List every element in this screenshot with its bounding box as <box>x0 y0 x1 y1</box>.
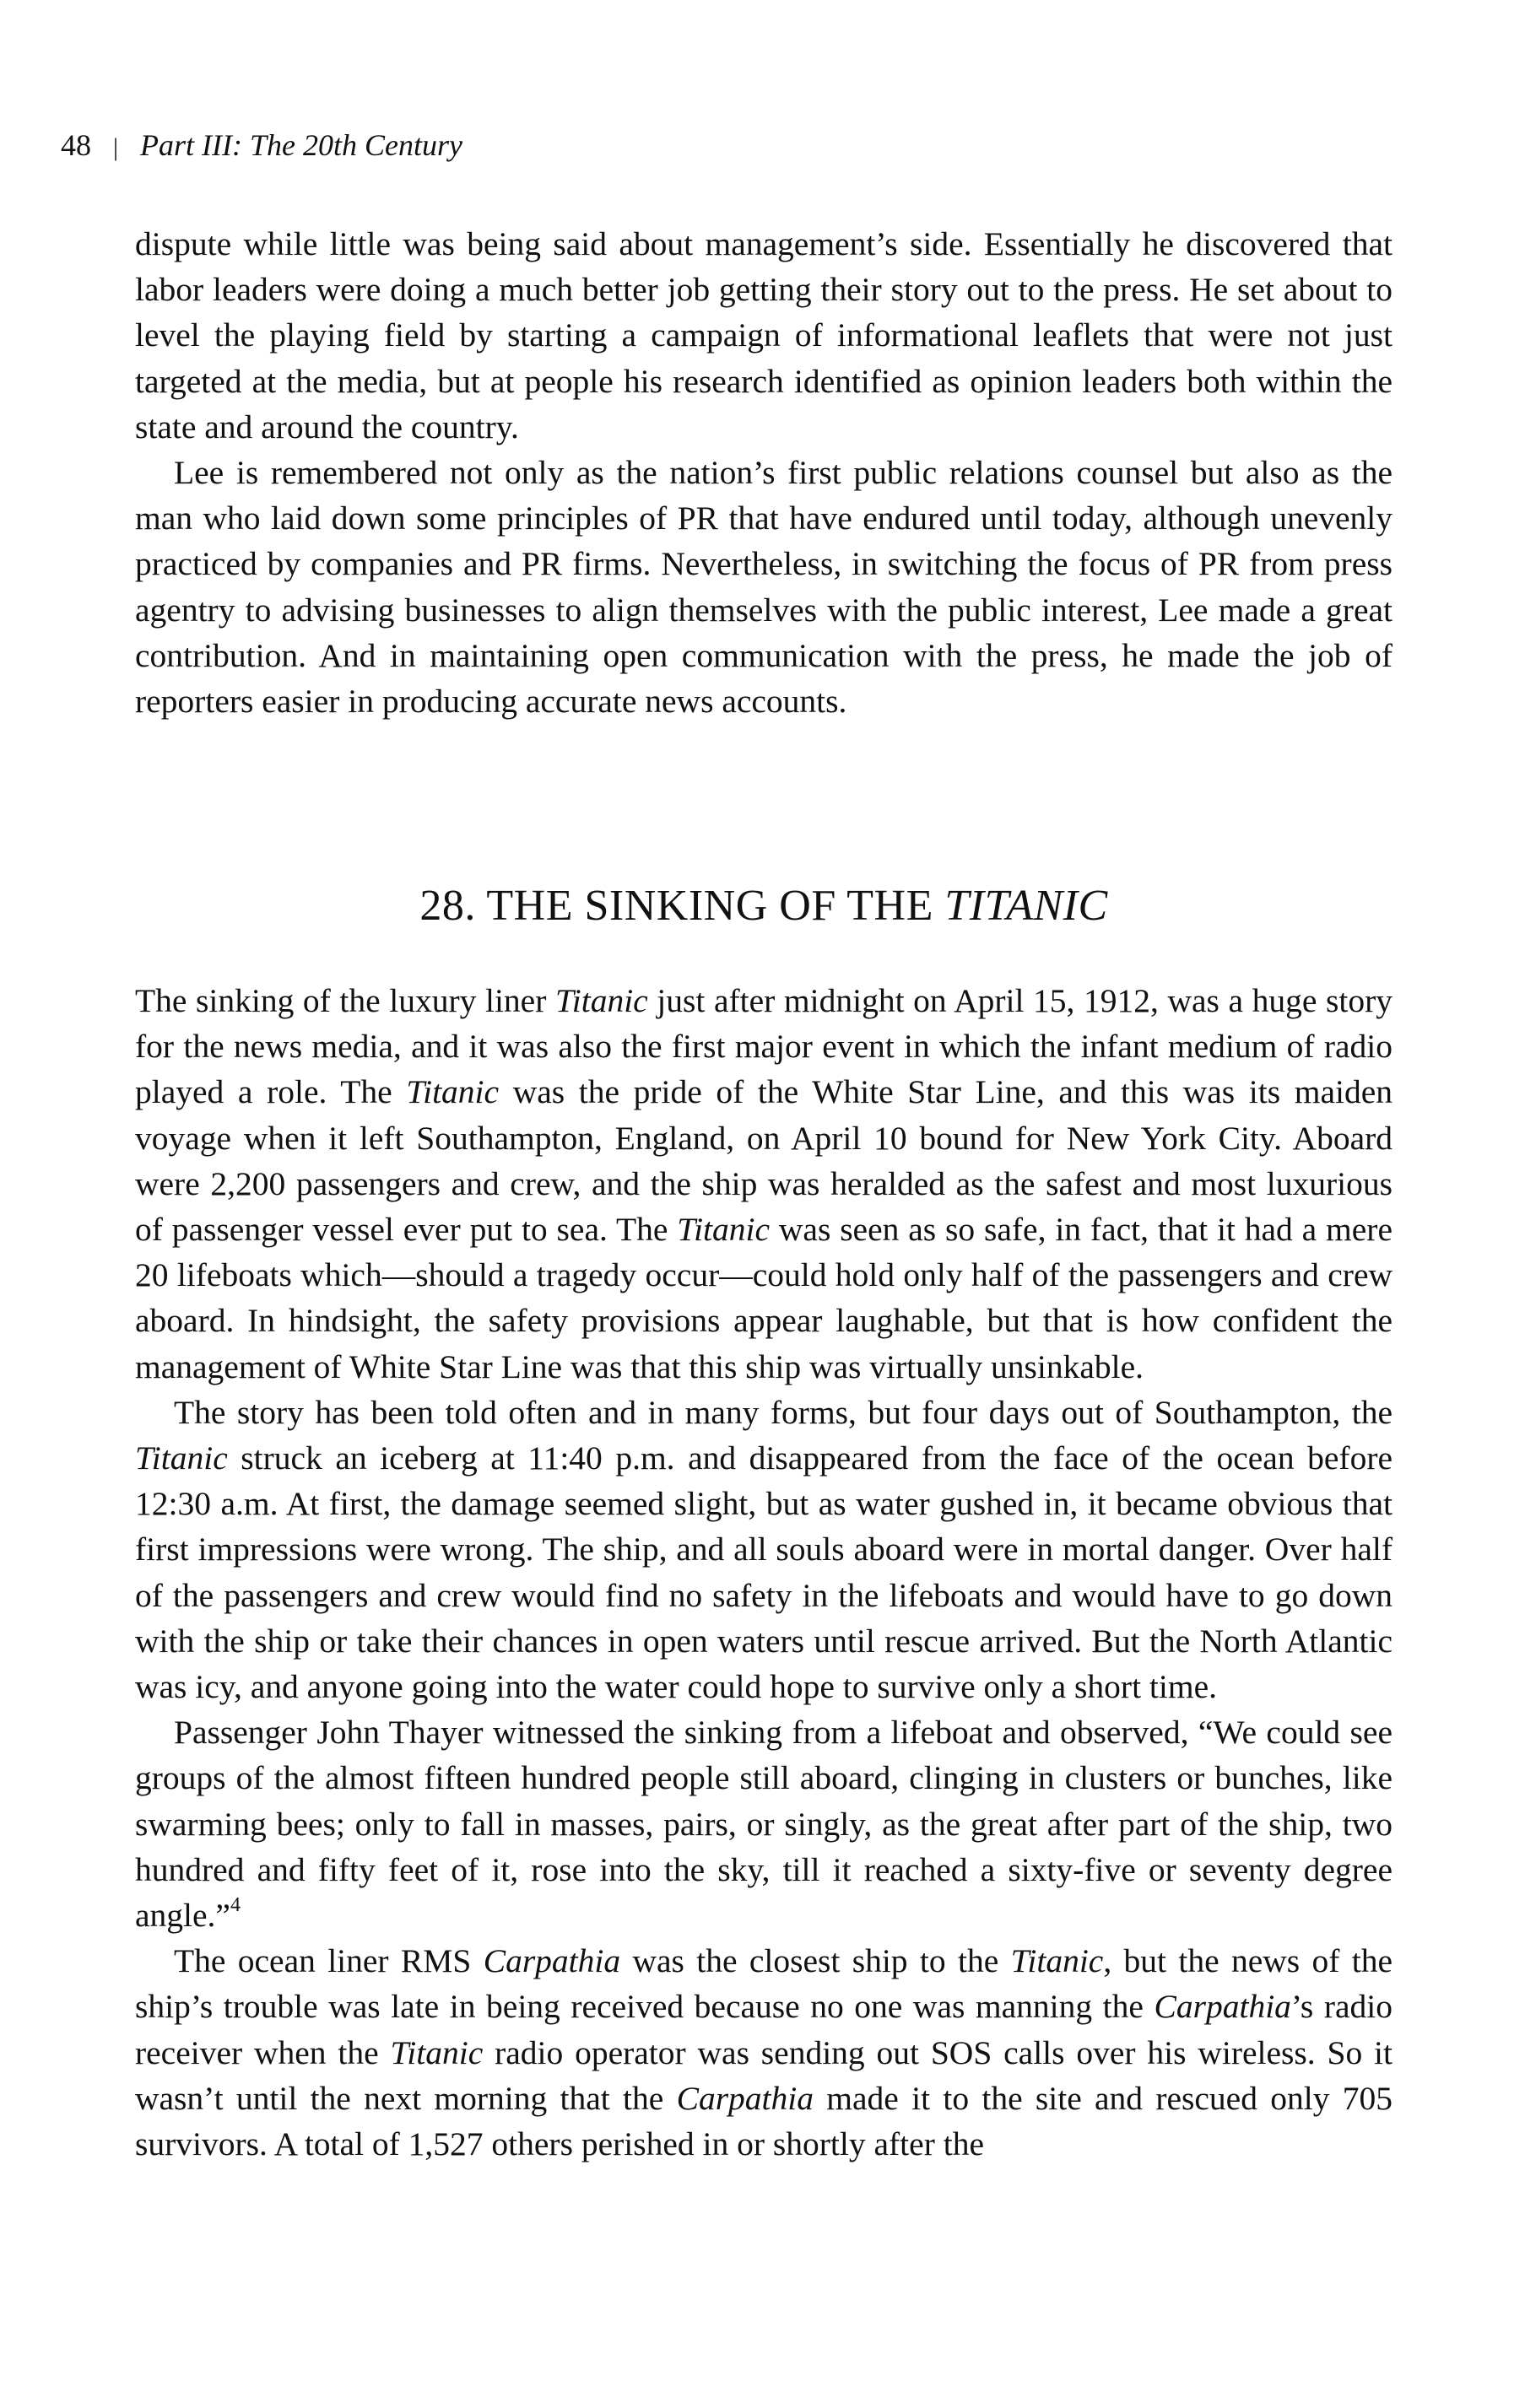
ship-name: Titanic <box>135 1439 228 1477</box>
ship-name: Titanic <box>677 1211 771 1249</box>
text-run: radio operator was sending out SOS calls over his wireless. So it wasn’t until the next morning that the <box>135 2033 1393 2117</box>
ship-name: Carpathia <box>1154 1988 1291 2026</box>
text-run: made it to the site and rescued only 705 survivors. A total of 1,527 others perished in or shortly after the <box>135 2079 1393 2163</box>
text-run: The sinking of the luxury liner <box>135 982 555 1019</box>
running-head-separator: | <box>113 133 119 161</box>
ship-name: Titanic <box>406 1073 500 1111</box>
ship-name: Titanic <box>554 982 648 1019</box>
page-number: 48 <box>61 128 91 162</box>
paragraph-titanic-intro <box>135 978 1393 1390</box>
section-heading-ship-name: TITANIC <box>944 882 1108 930</box>
text-run: , but the news of the ship’s trouble was late in being received because no one was manning the <box>135 1942 1393 2026</box>
text-run: The ocean liner RMS <box>174 1942 484 1980</box>
paragraph-continued: dispute while little was being said about management’s side. Essentially he discovered that labor leaders were doing a much better job getting their story out to the press. He set about to level the playing field by starting a campaign of informational leaflets that were not just targeted at the media, but at people his research identified as opinion leaders both within the state and around the country. <box>135 225 1393 445</box>
paragraph-thayer-quote <box>135 1709 1393 1938</box>
text-run: ’s radio receiver when the <box>135 1988 1393 2071</box>
paragraph-sinking-story <box>135 1390 1393 1709</box>
paragraph-carpathia <box>135 1938 1393 2167</box>
text-run: was seen as so safe, in fact, that it had a mere 20 lifeboats which—should a tragedy occur—could hold only half of the passengers and crew aboard. In hindsight, the safety provisions appear laughable, but that is how confident the management of White Star Line was that this ship was virtually unsinkable. <box>135 1211 1393 1385</box>
running-head <box>61 127 462 166</box>
text-run: struck an iceberg at 11:40 p.m. and disappeared from the face of the ocean before 12:30 a.m. At first, the damage seemed slight, but as water gushed in, it became obvious that first impressions were wrong. The ship, and all souls aboard were in mortal danger. Over half of the passengers and crew would find no safety in the lifeboats and would have to go down with the ship or take their chances in open waters until rescue arrived. But the North Atlantic was icy, and anyone going into the water could hope to survive only a short time. <box>135 1439 1393 1706</box>
text-run: was the pride of the White Star Line, and this was its maiden voyage when it left Southampton, England, on April 10 bound for New York City. Aboard were 2,200 passengers and crew, and the ship was heralded as the safest and most luxurious of passenger vessel ever put to sea. The <box>135 1073 1393 1249</box>
paragraph-lee: Lee is remembered not only as the nation’s first public relations counsel but also as the man who laid down some principles of PR that have endured until today, although unevenly practiced by companies and PR firms. Nevertheless, in switching the focus of PR from press agentry to advising businesses to align themselves with the public interest, Lee made a great contribution. And in maintaining open communication with the press, he made the job of reporters easier in producing accurate news accounts. <box>135 454 1393 721</box>
section-body <box>135 978 1393 2167</box>
section-heading-text: 28. THE SINKING OF THE <box>419 882 945 930</box>
ship-name: Titanic <box>390 2033 484 2071</box>
ship-name: Carpathia <box>676 2079 814 2117</box>
continued-text-block <box>135 221 1393 724</box>
section-heading <box>135 879 1393 933</box>
ship-name: Titanic <box>1010 1942 1104 1980</box>
footnote-marker: 4 <box>230 1894 241 1917</box>
text-run: was the closest ship to the <box>620 1942 1011 1980</box>
text-run: Passenger John Thayer witnessed the sinking from a lifeboat and observed, “We could see groups of the almost fifteen hundred people still aboard, clinging in clusters or bunches, like swarming bees; only to fall in masses, pairs, or singly, as the great after part of the ship, two hundred and fifty feet of it, rose into the sky, till it reached a sixty-five or seventy degree angle.” <box>135 1714 1393 1935</box>
part-title: Part III: The 20th Century <box>140 128 462 162</box>
text-run: The story has been told often and in many forms, but four days out of Southampton, the <box>174 1393 1393 1431</box>
ship-name: Carpathia <box>483 1942 621 1980</box>
text-run: just after midnight on April 15, 1912, was a huge story for the news media, and it was also the first major event in which the infant medium of radio played a role. The <box>135 982 1393 1111</box>
